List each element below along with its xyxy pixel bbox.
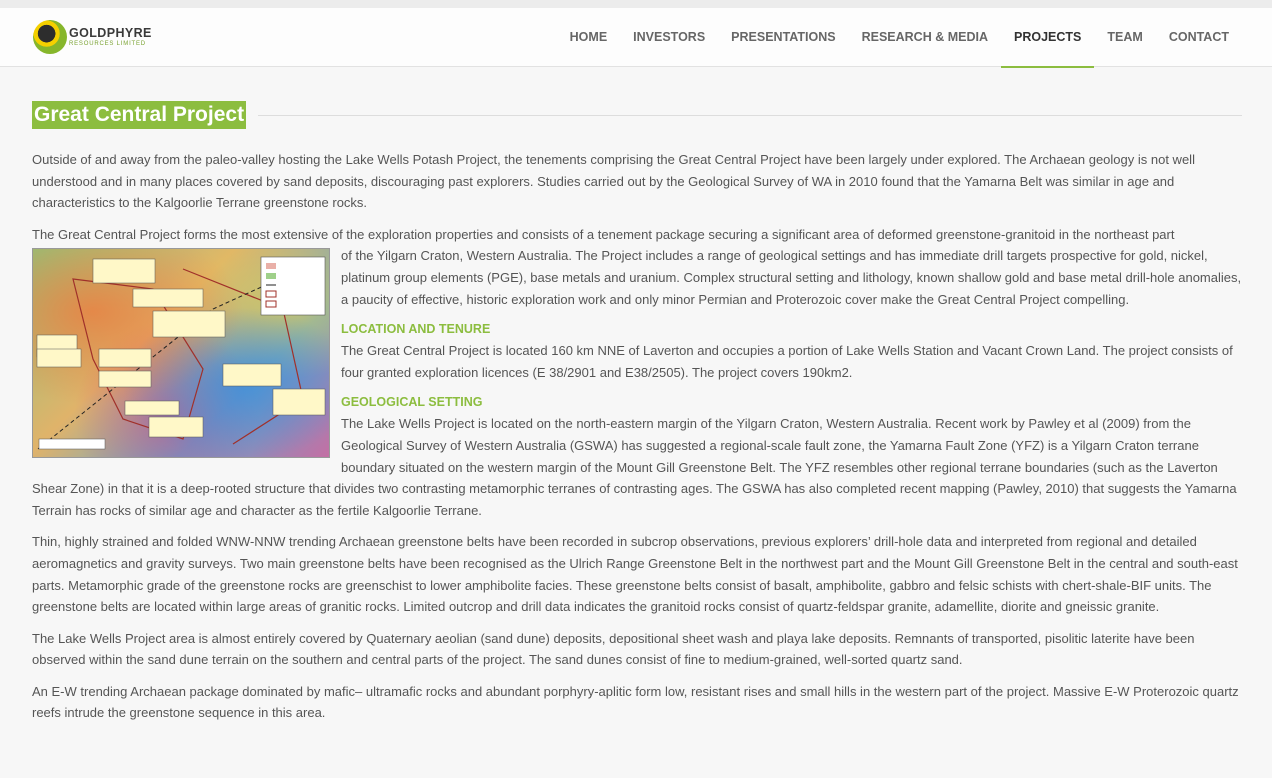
nav-contact[interactable]: CONTACT <box>1168 30 1229 44</box>
map-overlay <box>33 249 330 458</box>
project-section <box>32 224 1242 522</box>
nav-team[interactable]: TEAM <box>1107 30 1143 44</box>
nav-research-media[interactable]: RESEARCH & MEDIA <box>861 30 988 44</box>
top-strip <box>0 0 1272 8</box>
main-nav <box>557 8 1242 67</box>
site-header <box>0 8 1272 67</box>
ew-package-paragraph: An E-W trending Archaean package dominated by mafic– ultramafic rocks and abundant porphyry-aplitic form low, resistant rises and small hills in the western part of the project. Massive E-W Proterozoic quartz reefs intrude the greenstone sequence in this area. <box>32 683 1239 721</box>
logo-sub: RESOURCES LIMITED <box>69 40 146 47</box>
nav-home[interactable]: HOME <box>569 30 608 44</box>
location-heading: LOCATION AND TENURE <box>341 322 491 337</box>
overview-body <box>32 245 1242 521</box>
logo-mark-icon <box>33 20 67 54</box>
location-paragraph: The Great Central Project is located 160 km NNE of Laverton and occupies a portion of Lake Wells Station and Vacant Crown Land. The project consists of four granted exploration licences (E 38/2901 and E38/2505). The project covers 190km2. <box>341 343 1233 380</box>
cover-paragraph: The Lake Wells Project area is almost entirely covered by Quaternary aeolian (sand dune) deposits, depositional sheet wash and playa lake deposits. Remnants of transported, pisolitic laterite have been observed within the sand dune terrain on the southern and central parts of the project. The sand dunes consist of fine to medium-grained, well-sorted quartz sand. <box>32 630 1195 668</box>
geology-paragraph: The Lake Wells Project is located on the north-eastern margin of the Yilgarn Craton, Western Australia. Recent work by Pawley et al (2009) from the Geological Survey of Western Australia (GSWA) has suggested a regional-scale fault zone, the Yamarna Fault Zone (YFZ) is a Yilgarn Craton terrane boundary situated on the western margin of the Mount Gill Greenstone Belt. The YFZ resembles other regional terrane boundaries (such as the Laverton Shear Zone) in that it is a deep-rooted structure that divides two contrasting metamorphic terranes of contrasting ages. The GSWA has also completed recent mapping (Pawley, 2010) that suggests the Yamarna Terrain has rocks of similar age and character as the fertile Kalgoorlie Terrane. <box>32 416 1237 518</box>
title-divider <box>258 115 1242 116</box>
nav-presentations[interactable]: PRESENTATIONS <box>731 30 836 44</box>
geology-heading: GEOLOGICAL SETTING <box>341 395 483 410</box>
logo-text <box>69 27 152 47</box>
main-content <box>32 100 1242 724</box>
site-logo[interactable] <box>33 18 168 56</box>
project-map-image[interactable] <box>32 248 330 458</box>
title-row <box>32 100 1242 130</box>
logo-name: GOLDPHYRE <box>69 26 152 41</box>
overview-paragraph: of the Yilgarn Craton, Western Australia. The Project includes a range of geological settings and has immediate drill targets prospective for gold, nickel, platinum group elements (PGE), base metals and uranium. Complex structural setting and lithology, known shallow gold and base metal drill-hole anomalies, a paucity of effective, historic exploration work and only minor Permian and Proterozoic cover make the Great Central Project compelling. <box>341 248 1242 307</box>
overview-paragraph-first-line: The Great Central Project forms the most extensive of the exploration properties and consists of a tenement package securing a significant area of deformed greenstone-granitoid in the northeast part <box>32 226 1175 242</box>
page-title: Great Central Project <box>32 101 246 129</box>
nav-investors[interactable]: INVESTORS <box>633 30 706 44</box>
intro-paragraph: Outside of and away from the paleo-valley hosting the Lake Wells Potash Project, the tenements comprising the Great Central Project have been largely under explored. The Archaean geology is not well understood and in many places covered by sand deposits, discouraging past explorers. Studies carried out by the Geological Survey of WA in 2010 found that the Yamarna Belt was similar in age and characteristics to the Kalgoorlie Terrane greenstone rocks. <box>32 152 1195 211</box>
nav-projects[interactable]: PROJECTS <box>1001 8 1094 67</box>
greenstone-paragraph: Thin, highly strained and folded WNW-NNW trending Archaean greenstone belts have been recorded in subcrop observations, previous explorers’ drill-hole data and interpreted from regional and detailed aeromagnetics and gravity surveys. Two main greenstone belts have been recognised as the Ulrich Range Greenstone Belt in the northwest part and the Mount Gill Greenstone Belt in the central and south-east parts. Metamorphic grade of the greenstone rocks are greenschist to lower amphibolite facies. These greenstone belts consist of basalt, amphibolite, gabbro and felsic schists with chert-shale-BIF units. The greenstone belts are located within large areas of granitic rocks. Limited outcrop and drill data indicates the granitoid rocks consist of quartz-feldspar granite, adamellite, diorite and gneissic granite. <box>32 534 1238 615</box>
